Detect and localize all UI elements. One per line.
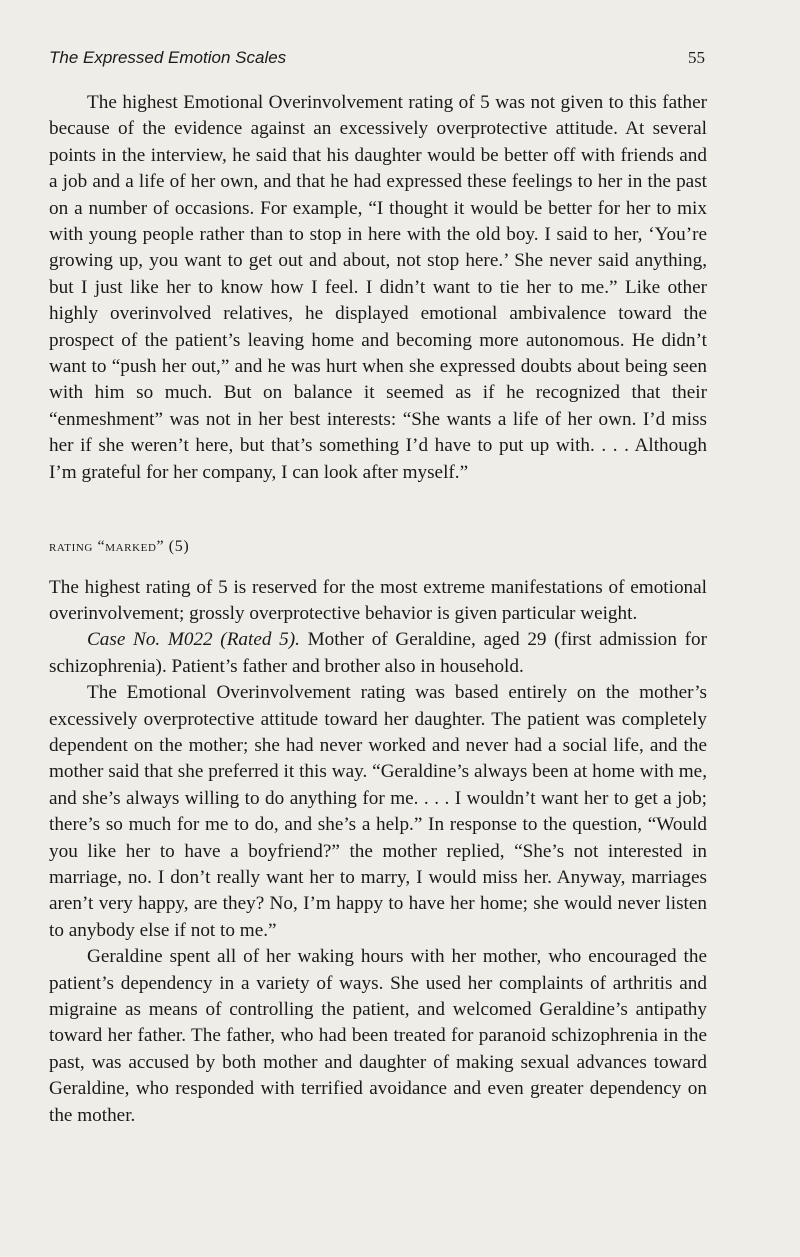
page-number: 55 — [688, 48, 705, 67]
book-page — [49, 0, 707, 1129]
running-title: The Expressed Emotion Scales — [49, 48, 287, 67]
paragraph-rating-intro: The highest rating of 5 is reserved for the most extreme manifestations of emotional overinvolvement; grossly overprotective behavior is given particular weight. — [49, 576, 707, 624]
running-header — [49, 48, 707, 68]
paragraph-case — [49, 627, 707, 680]
paragraph-geraldine-dependency: Geraldine spent all of her waking hours with her mother, who encouraged the patient’s dependency in a variety of ways. She used her complaints of arthritis and migraine as means of controlling the patient, and welcomed Geraldine’s antipathy toward her father. The father, who had been treated for paranoid schizophrenia in the past, was accused by both mother and daughter of making sexual advances toward Geraldine, who responded with terrified avoidance and even greater dependency on the mother. — [49, 946, 707, 1126]
case-label: Case No. M022 (Rated 5). — [87, 629, 300, 651]
case-description: Mother of Geraldine, aged 29 (first admission for schizophrenia). Patient’s father and brother also in household. — [49, 629, 707, 677]
section-heading: rating “marked” (5) — [49, 538, 190, 556]
paragraph-father-rating: The highest Emotional Overinvolvement rating of 5 was not given to this father because of the evidence against an excessively overprotective attitude. At several points in the interview, he said that his daughter would be better off with friends and a job and a life of her own, and that he had expressed these feelings to her in the past on a number of occasions. For example, “I thought it would be better for her to mix with young people rather than to stop in here with the old boy. I said to her, ‘You’re growing up, you want to get out and about, not stop here.’ She never said anything, but I just like her to know how I feel. I didn’t want to tie her to me.” Like other highly overinvolved relatives, he displayed emotional ambivalence toward the prospect of the patient’s leaving home and becoming more autonomous. He didn’t want to “push her out,” and he was hurt when she expressed doubts about being seen with him so much. But on balance it seemed as if he recognized that their “enmeshment” was not in her best interests: “She wants a life of her own. I’d miss her if she weren’t here, but that’s something I’d have to put up with. . . . Although I’m grateful for her company, I can look after myself.” — [49, 92, 707, 483]
paragraph-mother-attitude: The Emotional Overinvolvement rating was based entirely on the mother’s excessively overprotective attitude toward her daughter. The patient was completely dependent on the mother; she had never worked and never had a social life, and the mother said that she preferred it this way. “Geraldine’s always been at home with me, and she’s always willing to do anything for me. . . . I wouldn’t want her to get a job; there’s so much for me to do, and she’s a help.” In response to the question, “Would you like her to have a boyfriend?” the mother replied, “She’s not interested in marriage, no. I don’t really want her to marry, I would miss her. Anyway, marriages aren’t very happy, are they? No, I’m happy to have her home; she would never listen to anybody else if not to me.” — [49, 682, 707, 941]
body-text — [49, 90, 707, 1129]
